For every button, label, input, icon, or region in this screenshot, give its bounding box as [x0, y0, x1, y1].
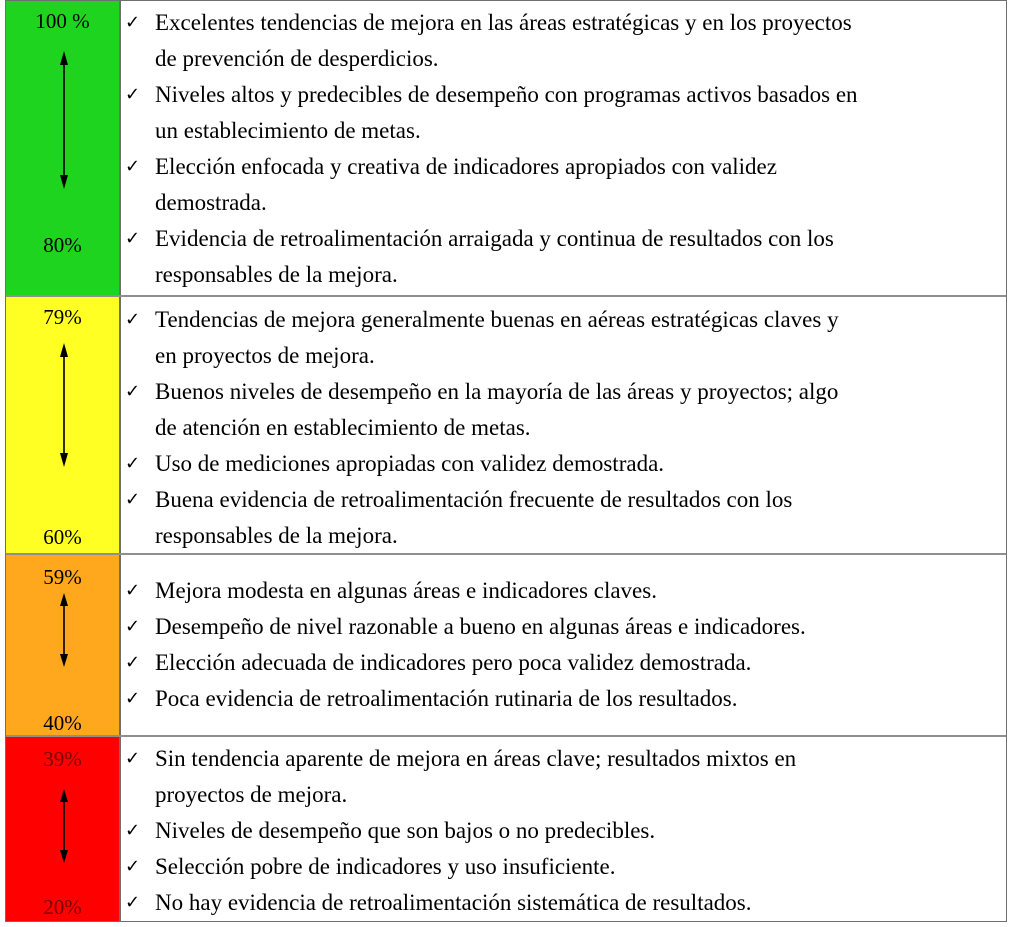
checkmark-icon: ✓ — [125, 453, 141, 474]
score-top-label: 79% — [43, 305, 82, 329]
criteria-list — [125, 741, 1006, 921]
criterion-item — [125, 645, 1006, 681]
criteria-list — [125, 5, 1006, 293]
checkmark-icon: ✓ — [125, 688, 141, 709]
score-bottom-label: 60% — [43, 525, 82, 549]
criterion-item — [125, 149, 1006, 221]
checkmark-icon: ✓ — [125, 12, 141, 33]
criteria-cell-100-80 — [125, 1, 1006, 295]
checkmark-icon: ✓ — [125, 580, 141, 601]
score-cell-79-60 — [6, 297, 121, 553]
criterion-line: de atención en establecimiento de metas. — [155, 415, 531, 440]
checkmark-icon: ✓ — [125, 892, 141, 913]
checkmark-icon: ✓ — [125, 156, 141, 177]
criterion-line: Desempeño de nivel razonable a bueno en algunas áreas e indicadores. — [155, 614, 806, 639]
criterion-line: proyectos de mejora. — [155, 782, 348, 807]
criterion-item — [125, 741, 1006, 813]
score-cell-100-80 — [6, 1, 121, 295]
criterion-line: Evidencia de retroalimentación arraigada y continua de resultados con los — [155, 226, 834, 251]
criterion-item — [125, 5, 1006, 77]
band-100-80 — [6, 1, 1006, 295]
checkmark-icon: ✓ — [125, 381, 141, 402]
criterion-line: No hay evidencia de retroalimentación sistemática de resultados. — [155, 890, 752, 915]
double-arrow-icon — [60, 593, 68, 667]
criterion-line: Poca evidencia de retroalimentación rutinaria de los resultados. — [155, 686, 738, 711]
criterion-item — [125, 573, 1006, 609]
criterion-line: Elección adecuada de indicadores pero poca validez demostrada. — [155, 650, 752, 675]
checkmark-icon: ✓ — [125, 228, 141, 249]
criterion-item — [125, 374, 1006, 446]
criterion-line: en proyectos de mejora. — [155, 343, 375, 368]
score-bottom-label: 40% — [43, 711, 82, 735]
checkmark-icon: ✓ — [125, 820, 141, 841]
score-cell-39-20 — [6, 737, 121, 921]
criterion-item — [125, 302, 1006, 374]
criterion-line: Selección pobre de indicadores y uso insuficiente. — [155, 854, 616, 879]
criteria-cell-59-40 — [125, 555, 1006, 735]
checkmark-icon: ✓ — [125, 856, 141, 877]
criterion-line: Excelentes tendencias de mejora en las áreas estratégicas y en los proyectos — [155, 10, 852, 35]
criterion-line: responsables de la mejora. — [155, 262, 398, 287]
criterion-line: Uso de mediciones apropiadas con validez demostrada. — [155, 451, 665, 476]
double-arrow-icon — [60, 789, 68, 863]
criterion-line: Elección enfocada y creativa de indicadores apropiados con validez — [155, 154, 777, 179]
criteria-cell-79-60 — [125, 297, 1006, 553]
band-79-60 — [6, 295, 1006, 553]
double-arrow-icon — [60, 343, 68, 467]
criteria-list — [125, 302, 1006, 554]
checkmark-icon: ✓ — [125, 652, 141, 673]
criterion-line: Buenos niveles de desempeño en la mayoría de las áreas y proyectos; algo — [155, 379, 839, 404]
checkmark-icon: ✓ — [125, 616, 141, 637]
criterion-line: de prevención de desperdicios. — [155, 46, 439, 71]
band-39-20 — [6, 735, 1006, 921]
criterion-line: Mejora modesta en algunas áreas e indicadores claves. — [155, 578, 657, 603]
band-59-40 — [6, 553, 1006, 735]
criterion-item — [125, 609, 1006, 645]
checkmark-icon: ✓ — [125, 309, 141, 330]
criterion-item — [125, 681, 1006, 717]
checkmark-icon: ✓ — [125, 748, 141, 769]
criterion-item — [125, 446, 1006, 482]
criterion-item — [125, 77, 1006, 149]
criterion-line: un establecimiento de metas. — [155, 118, 421, 143]
score-bottom-label: 20% — [43, 895, 82, 919]
score-top-label: 39% — [43, 747, 82, 771]
double-arrow-icon — [60, 51, 68, 189]
score-bottom-label: 80% — [43, 233, 82, 257]
criterion-item — [125, 813, 1006, 849]
criterion-line: Sin tendencia aparente de mejora en áreas clave; resultados mixtos en — [155, 746, 797, 771]
criterion-line: demostrada. — [155, 190, 267, 215]
score-top-label: 100 % — [35, 9, 90, 33]
criterion-item — [125, 885, 1006, 921]
score-cell-59-40 — [6, 555, 121, 735]
criterion-line: Niveles altos y predecibles de desempeño con programas activos basados en — [155, 82, 858, 107]
criterion-line: responsables de la mejora. — [155, 523, 398, 548]
criterion-item — [125, 482, 1006, 554]
criterion-line: Niveles de desempeño que son bajos o no predecibles. — [155, 818, 656, 843]
checkmark-icon: ✓ — [125, 489, 141, 510]
checkmark-icon: ✓ — [125, 84, 141, 105]
score-top-label: 59% — [43, 565, 82, 589]
criterion-line: Tendencias de mejora generalmente buenas en aéreas estratégicas claves y — [155, 307, 839, 332]
criteria-cell-39-20 — [125, 737, 1006, 921]
scoring-rubric-table — [5, 0, 1007, 922]
criterion-line: Buena evidencia de retroalimentación frecuente de resultados con los — [155, 487, 793, 512]
criterion-item — [125, 849, 1006, 885]
criteria-list — [125, 573, 1006, 717]
criterion-item — [125, 221, 1006, 293]
